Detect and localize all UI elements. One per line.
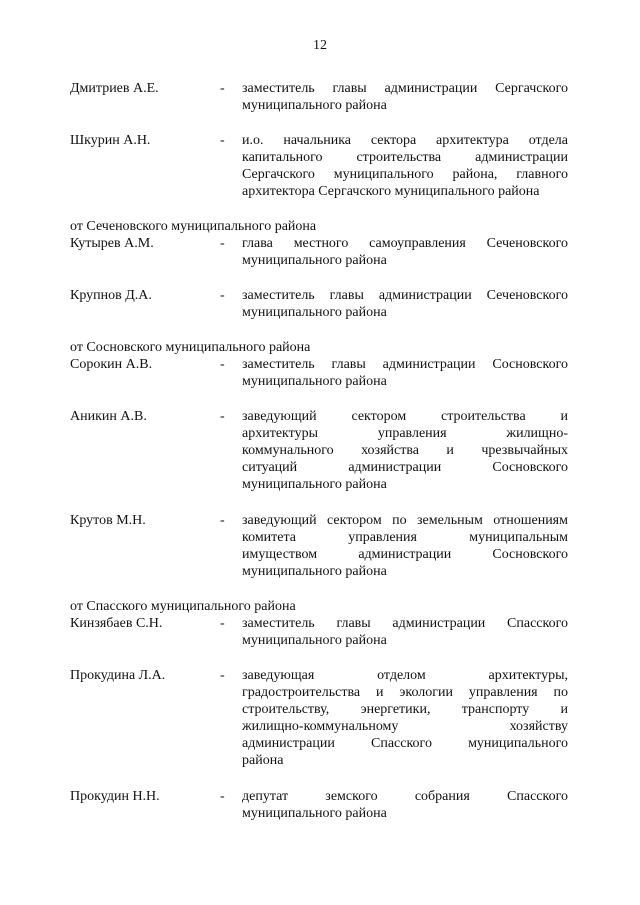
page-number: 12: [313, 38, 327, 53]
dash: -: [220, 616, 225, 631]
role-line: муниципального района: [242, 305, 387, 320]
role-line: комитета управления муниципальным: [242, 530, 568, 545]
person-role: [242, 132, 568, 200]
person-role: [242, 80, 568, 114]
person-role: [242, 667, 568, 769]
role-line: муниципального района: [242, 253, 387, 268]
dash: -: [220, 409, 225, 424]
role-line: Сергачского муниципального района, главного: [242, 167, 568, 182]
role-line: муниципального района: [242, 633, 387, 648]
dash: -: [220, 513, 225, 528]
role-line: архитектора Сергачского муниципального района: [242, 184, 540, 199]
role-line: архитектуры управления жилищно-: [242, 426, 568, 441]
role-line: глава местного самоуправления Сеченовского: [242, 236, 568, 251]
dash: -: [220, 133, 225, 148]
section-header-sosnovsky: от Сосновского муниципального района: [70, 340, 311, 355]
person-name: Шкурин А.Н.: [70, 133, 151, 148]
role-line: заместитель главы администрации Сергачского: [242, 81, 568, 96]
section-header-spassky: от Спасского муниципального района: [70, 599, 296, 614]
person-role: [242, 408, 568, 493]
person-name: Прокудина Л.А.: [70, 668, 166, 683]
dash: -: [220, 288, 225, 303]
dash: -: [220, 668, 225, 683]
role-line: имуществом администрации Сосновского: [242, 547, 568, 562]
role-line: района: [242, 753, 284, 768]
role-line: депутат земского собрания Спасского: [242, 789, 568, 804]
role-line: коммунального хозяйства и чрезвычайных: [242, 443, 568, 458]
dash: -: [220, 789, 225, 804]
role-line: и.о. начальника сектора архитектура отдела: [242, 133, 568, 148]
person-name: Кутырев А.М.: [70, 236, 154, 251]
person-role: [242, 356, 568, 390]
dash: -: [220, 236, 225, 251]
person-role: [242, 287, 568, 321]
role-line: муниципального района: [242, 806, 387, 821]
role-line: заведующий сектором по земельным отношениям: [242, 513, 568, 528]
dash: -: [220, 81, 225, 96]
person-name: Дмитриев А.Е.: [70, 81, 159, 96]
role-line: заведующая отделом архитектуры,: [242, 668, 568, 683]
person-name: Аникин А.В.: [70, 409, 147, 424]
section-header-sechenovsky: от Сеченовского муниципального района: [70, 219, 317, 234]
role-line: строительству, энергетики, транспорту и: [242, 702, 568, 717]
person-role: [242, 788, 568, 822]
person-name: Кинзябаев С.Н.: [70, 616, 163, 631]
person-name: Прокудин Н.Н.: [70, 789, 160, 804]
person-role: [242, 512, 568, 580]
role-line: заместитель главы администрации Спасского: [242, 616, 568, 631]
person-role: [242, 235, 568, 269]
person-role: [242, 615, 568, 649]
role-line: заведующий сектором строительства и: [242, 409, 568, 424]
role-line: заместитель главы администрации Сеченовского: [242, 288, 568, 303]
role-line: администрации Спасского муниципального: [242, 736, 568, 751]
role-line: муниципального района: [242, 477, 387, 492]
role-line: капитального строительства администрации: [242, 150, 568, 165]
role-line: жилищно-коммунальному хозяйству: [242, 719, 568, 734]
person-name: Сорокин А.В.: [70, 357, 153, 372]
person-name: Крупнов Д.А.: [70, 288, 152, 303]
role-line: заместитель главы администрации Сосновского: [242, 357, 568, 372]
dash: -: [220, 357, 225, 372]
role-line: муниципального района: [242, 374, 387, 389]
person-name: Крутов М.Н.: [70, 513, 146, 528]
role-line: градостроительства и экологии управления по: [242, 685, 568, 700]
role-line: муниципального района: [242, 98, 387, 113]
role-line: муниципального района: [242, 564, 387, 579]
role-line: ситуаций администрации Сосновского: [242, 460, 568, 475]
